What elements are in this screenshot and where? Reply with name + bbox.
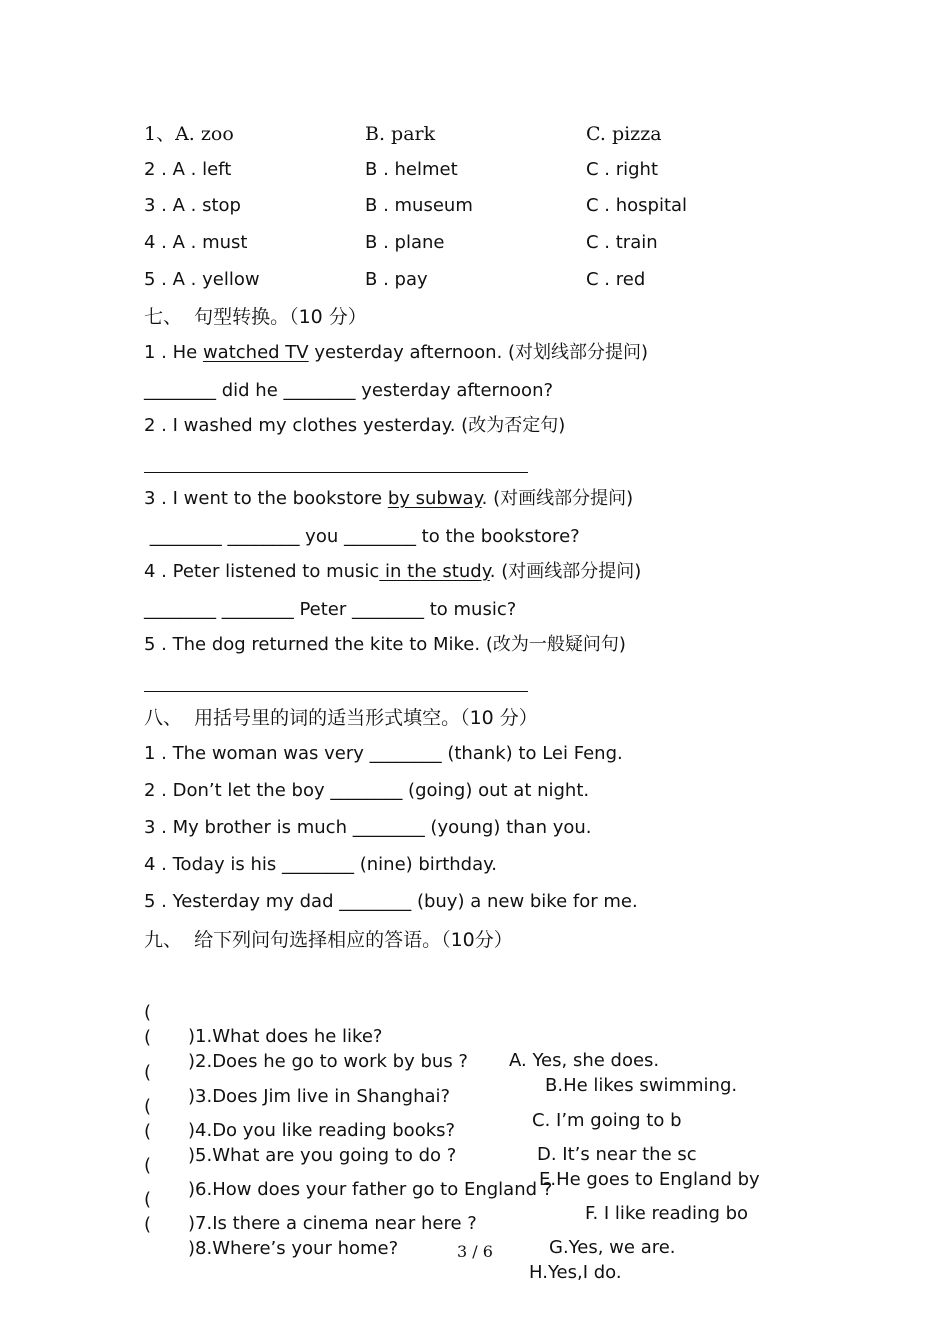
- s7-answer-1[interactable]: ________ did he ________ yesterday afternoon?: [144, 380, 554, 401]
- s9-answer-option: D. It’s near the sc: [537, 1144, 697, 1165]
- s8-item-2: 2 . Don’t let the boy ________ (going) out at night.: [144, 780, 590, 801]
- s9-answer-option: G.Yes, we are.: [549, 1237, 676, 1258]
- choice-option-a: 3 . A . stop: [144, 195, 241, 216]
- s9-question: )3.Does Jim live in Shanghai?: [188, 1086, 451, 1107]
- s9-question: )2.Does he go to work by bus ?: [188, 1051, 468, 1072]
- answer-bracket[interactable]: (: [144, 1096, 152, 1117]
- section-9-heading: 九、 给下列问句选择相应的答语。（10分）: [144, 929, 513, 951]
- section-8-heading: 八、 用括号里的词的适当形式填空。（10 分）: [144, 707, 538, 729]
- s9-question: )1.What does he like?: [188, 1026, 383, 1047]
- choice-option-b: B. park: [365, 123, 436, 145]
- choice-option-c: C. pizza: [586, 123, 662, 145]
- s9-question: )7.Is there a cinema near here ?: [188, 1213, 477, 1234]
- choice-option-b: B . plane: [365, 232, 445, 253]
- answer-line[interactable]: [144, 472, 528, 473]
- s9-answer-option: B.He likes swimming.: [545, 1075, 738, 1096]
- s7-question-4: 4 . Peter listened to music in the study. (对画线部分提问): [144, 561, 642, 582]
- s9-question: )4.Do you like reading books?: [188, 1120, 456, 1141]
- choice-option-a: 1、A. zoo: [144, 123, 234, 145]
- answer-bracket[interactable]: (: [144, 1155, 152, 1176]
- choice-option-c: C . hospital: [586, 195, 688, 216]
- answer-bracket[interactable]: (: [144, 1214, 152, 1235]
- s9-question: )8.Where’s your home?: [188, 1238, 399, 1259]
- s9-question: )6.How does your father go to England ?: [188, 1179, 553, 1200]
- answer-bracket[interactable]: (: [144, 1121, 152, 1142]
- answer-bracket[interactable]: (: [144, 1062, 152, 1083]
- s9-answer-option: C. I’m going to b: [532, 1110, 682, 1131]
- page-number: 3 / 6: [457, 1242, 493, 1261]
- s9-answer-option: A. Yes, she does.: [509, 1050, 660, 1071]
- underlined-phrase: watched TV: [202, 342, 309, 363]
- answer-line[interactable]: [144, 691, 528, 692]
- s7-question-2: 2 . I washed my clothes yesterday. (改为否定句): [144, 415, 566, 436]
- s9-answer-option: F. I like reading bo: [585, 1203, 749, 1224]
- s8-item-3: 3 . My brother is much ________ (young) than you.: [144, 817, 592, 838]
- s8-item-1: 1 . The woman was very ________ (thank) to Lei Feng.: [144, 743, 623, 764]
- choice-option-b: B . helmet: [365, 159, 458, 180]
- section-7-heading: 七、 句型转换。（10 分）: [144, 306, 367, 328]
- answer-bracket[interactable]: (: [144, 1002, 152, 1023]
- s7-question-3: 3 . I went to the bookstore by subway. (对画线部分提问): [144, 488, 634, 509]
- s7-answer-3[interactable]: ________ ________ you ________ to the bookstore?: [144, 526, 580, 547]
- s8-item-4: 4 . Today is his ________ (nine) birthday.: [144, 854, 497, 875]
- choice-option-b: B . museum: [365, 195, 473, 216]
- s7-answer-4[interactable]: ________ ________ Peter ________ to music?: [144, 599, 517, 620]
- choice-option-c: C . right: [586, 159, 659, 180]
- answer-bracket[interactable]: (: [144, 1189, 152, 1210]
- choice-option-a: 2 . A . left: [144, 159, 232, 180]
- s9-answer-option: H.Yes,I do.: [529, 1262, 622, 1283]
- underlined-phrase: in the study: [379, 561, 490, 582]
- s8-item-5: 5 . Yesterday my dad ________ (buy) a new bike for me.: [144, 891, 638, 912]
- underlined-phrase: by subway: [387, 488, 482, 509]
- s9-question: )5.What are you going to do ?: [188, 1145, 457, 1166]
- choice-option-a: 4 . A . must: [144, 232, 248, 253]
- choice-option-b: B . pay: [365, 269, 428, 290]
- s7-question-1: 1 . He watched TV yesterday afternoon. (对划线部分提问): [144, 342, 649, 363]
- s9-answer-option: E.He goes to England by: [539, 1169, 760, 1190]
- answer-bracket[interactable]: (: [144, 1027, 152, 1048]
- choice-option-a: 5 . A . yellow: [144, 269, 260, 290]
- s7-question-5: 5 . The dog returned the kite to Mike. (改为一般疑问句): [144, 634, 626, 655]
- choice-option-c: C . red: [586, 269, 646, 290]
- choice-option-c: C . train: [586, 232, 658, 253]
